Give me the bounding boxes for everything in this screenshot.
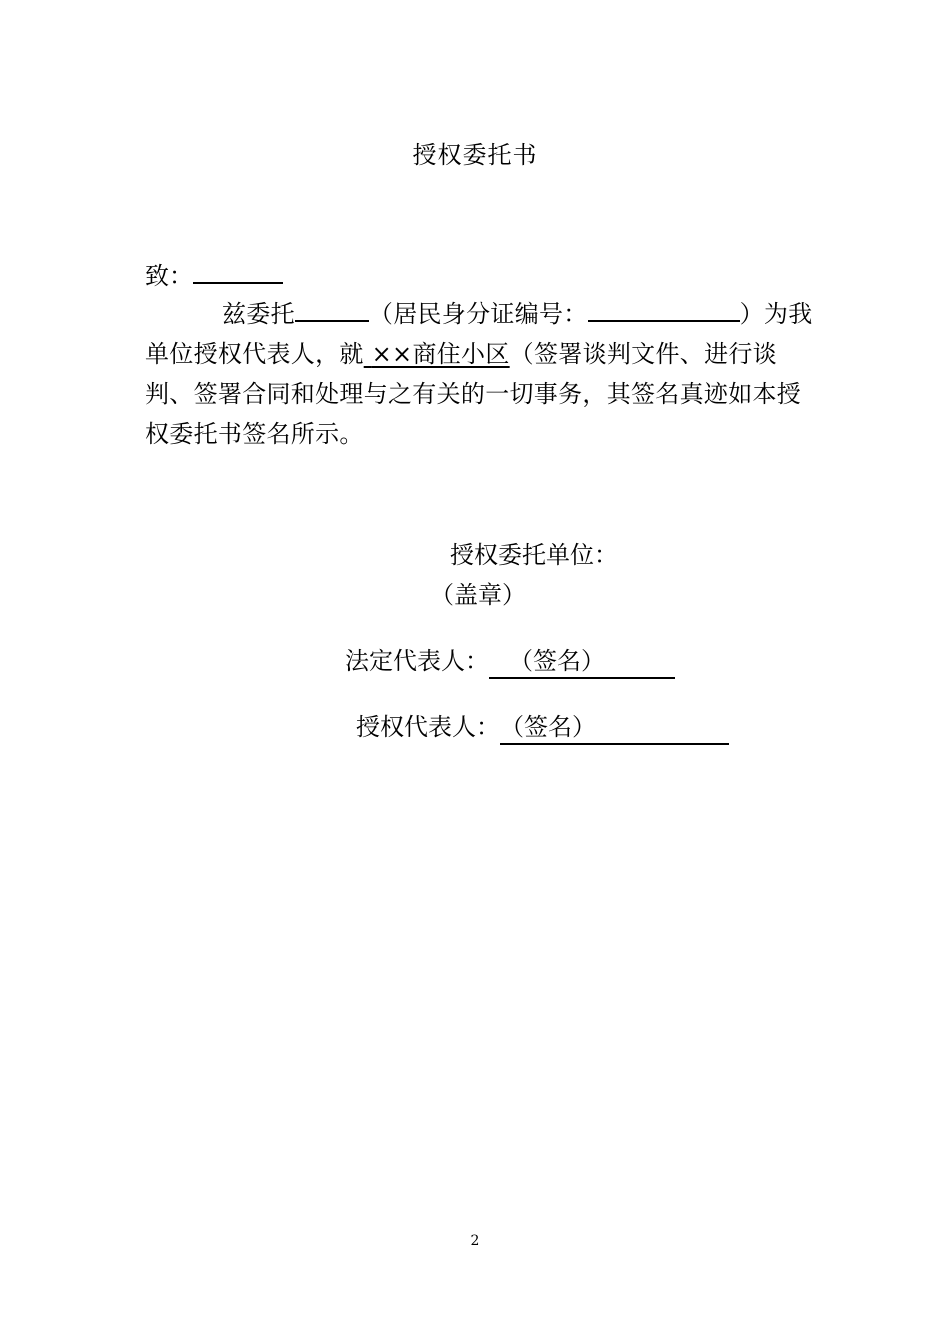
page-number: 2	[470, 1233, 480, 1249]
delegate-name-blank[interactable]	[295, 296, 369, 322]
addressee-line	[145, 256, 283, 291]
auth-rep-sign-text: （签名）	[500, 713, 596, 741]
project-name	[364, 340, 510, 368]
body-part-3: ）为我单位授权代表人，就	[145, 300, 813, 368]
addressee-label: 致：	[145, 262, 193, 290]
document-title: 授权委托书	[412, 141, 538, 169]
legal-representative-line	[345, 641, 675, 679]
authorization-paragraph	[145, 294, 815, 454]
addressee-blank[interactable]	[193, 258, 283, 284]
id-number-blank[interactable]	[588, 296, 740, 322]
seal-label: （盖章）	[430, 581, 526, 609]
legal-rep-sign-text: （签名）	[509, 647, 605, 675]
body-part-4: （签署谈判文件、进行谈判、签署合同和处理与之有关的一切事务，其签名真迹如本授权委托书签名所示。	[145, 340, 802, 448]
body-part-1: 兹委托	[222, 300, 295, 328]
authorized-representative-line	[356, 707, 729, 745]
auth-rep-label: 授权代表人：	[356, 713, 500, 741]
legal-rep-signature-field[interactable]	[489, 641, 675, 679]
project-name-text: ××商住小区	[371, 340, 510, 368]
authorizing-unit-label: 授权委托单位：	[450, 541, 618, 569]
body-part-2: （居民身分证编号：	[368, 300, 588, 328]
legal-rep-label: 法定代表人：	[345, 647, 489, 675]
auth-rep-signature-field[interactable]	[500, 707, 729, 745]
